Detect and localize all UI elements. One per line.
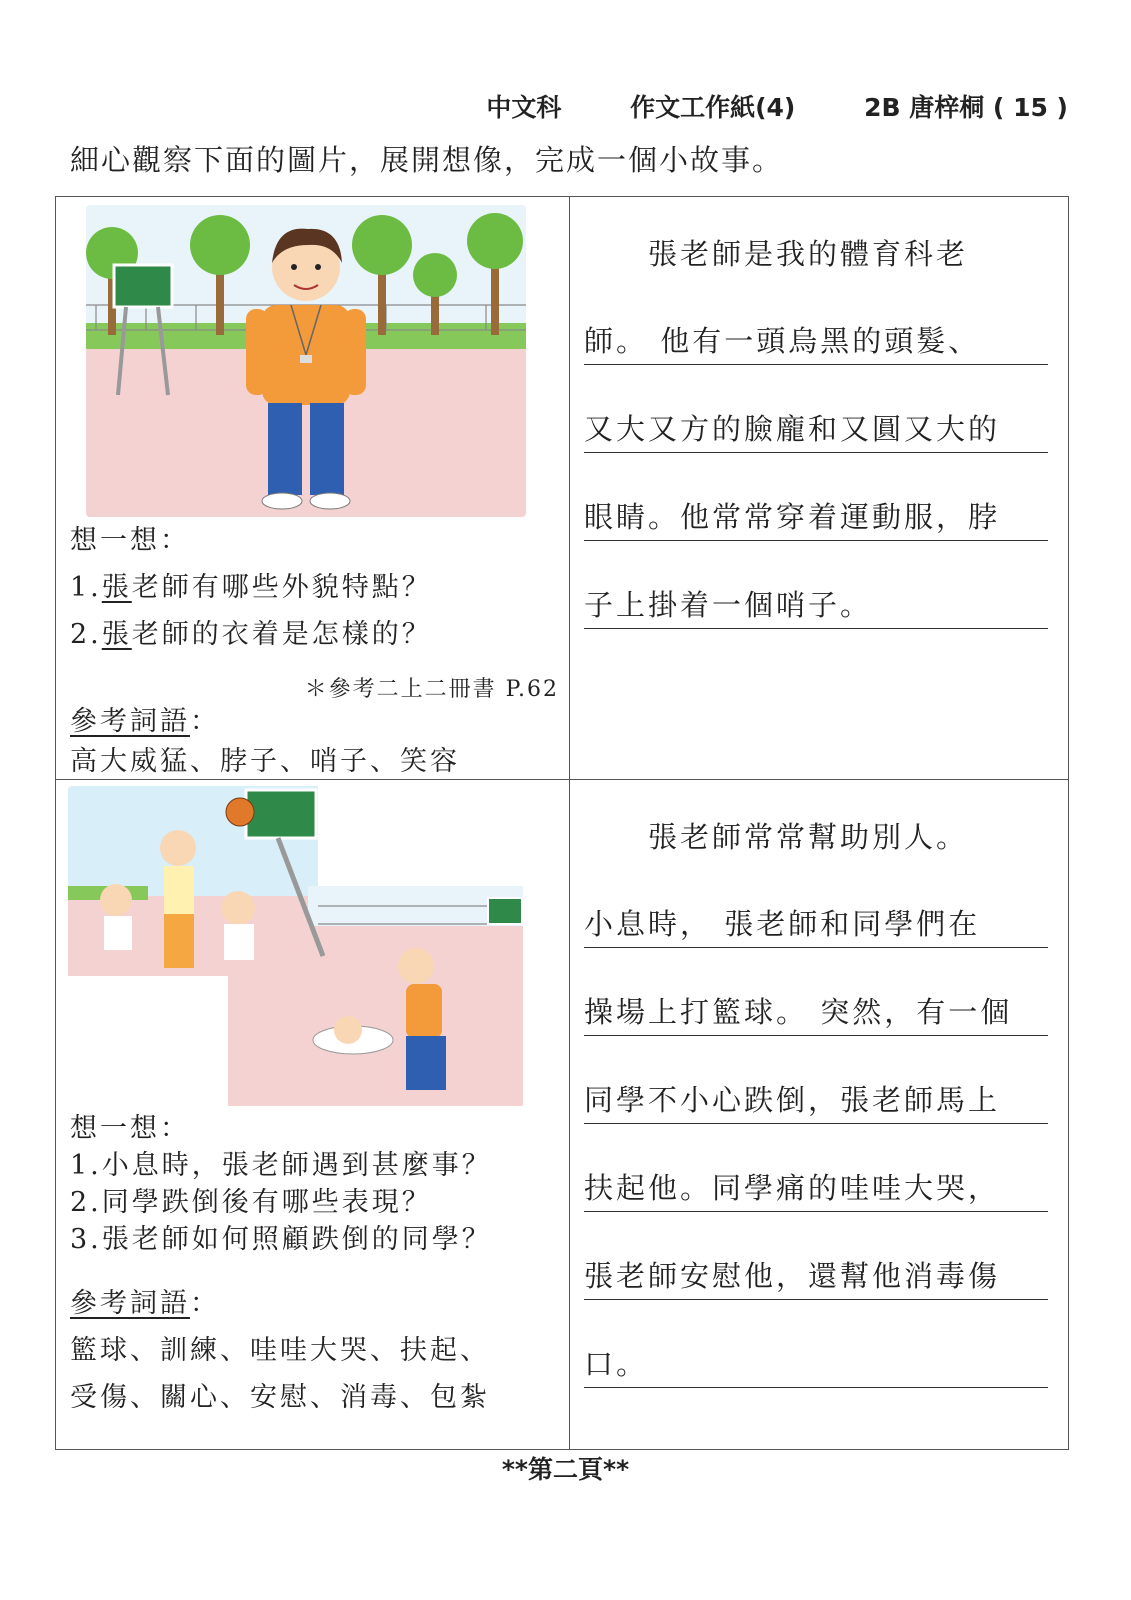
instruction-text: 細心觀察下面的圖片，展開想像，完成一個小故事。 xyxy=(70,143,784,177)
answer-line: 眼睛。他常常穿着運動服，脖 xyxy=(584,461,1048,549)
answer-line: 子上掛着一個哨子。 xyxy=(584,549,1048,637)
section1-answer-cell xyxy=(570,197,1069,780)
answer-line: 操場上打籃球。 突然，有一個 xyxy=(584,956,1048,1044)
worksheet-title: 作文工作紙(4) xyxy=(630,93,796,122)
vocab-title: 參考詞語 xyxy=(70,1288,190,1319)
worksheet-table xyxy=(55,196,1069,1450)
question-2 xyxy=(70,611,432,658)
answer-line: 同學不小心跌倒，張老師馬上 xyxy=(584,1044,1048,1132)
page-footer: **第二頁** xyxy=(501,1455,630,1484)
worksheet-header xyxy=(0,88,1068,124)
vocab-colon: ： xyxy=(190,1288,220,1319)
question-text: 老師的衣着是怎樣的？ xyxy=(131,619,432,650)
answer-line: 張老師是我的體育科老 xyxy=(584,237,969,271)
question-number: 2. xyxy=(70,619,102,650)
question-2: 2.同學跌倒後有哪些表現？ xyxy=(70,1187,432,1218)
student-info: 2B 唐梓桐 ( 15 ) xyxy=(864,93,1068,122)
question-text: 老師有哪些外貌特點？ xyxy=(131,572,432,603)
think-title: 想一想： xyxy=(70,1113,190,1144)
section2-prompt-cell xyxy=(56,780,570,1450)
section1-vocab xyxy=(70,702,460,782)
answer-line: 口。 xyxy=(584,1308,1048,1396)
think-title: 想一想： xyxy=(70,525,190,556)
section1-prompt-cell xyxy=(56,197,570,780)
question-1: 1.小息時，張老師遇到甚麼事？ xyxy=(70,1150,492,1181)
vocab-list: 高大威猛、脖子、哨子、笑容 xyxy=(70,746,460,777)
section1-questions xyxy=(70,517,432,658)
section2-vocab xyxy=(70,1280,490,1421)
question-number: 1. xyxy=(70,572,102,603)
basketball-illustration xyxy=(68,786,523,1108)
textbook-reference: ＊參考二上二冊書 P.62 xyxy=(304,677,559,702)
answer-line: 又大又方的臉龐和又圓又大的 xyxy=(584,373,1048,461)
answer-line: 扶起他。同學痛的哇哇大哭， xyxy=(584,1132,1048,1220)
proper-name: 張 xyxy=(101,619,132,650)
section2-answer-lines xyxy=(584,780,1048,1396)
section2-answer-cell xyxy=(570,780,1069,1450)
question-3: 3.張老師如何照顧跌倒的同學？ xyxy=(70,1224,492,1255)
vocab-title: 參考詞語 xyxy=(70,706,190,737)
answer-line: 師。 他有一頭烏黑的頭髮、 xyxy=(584,285,1048,373)
subject-label: 中文科 xyxy=(486,93,562,122)
answer-line: 小息時， 張老師和同學們在 xyxy=(584,868,1048,956)
vocab-colon: ： xyxy=(190,706,220,737)
answer-line: 張老師常常幫助別人。 xyxy=(584,820,969,854)
teacher-illustration xyxy=(86,205,526,517)
answer-line: 張老師安慰他，還幫他消毒傷 xyxy=(584,1220,1048,1308)
vocab-line-2: 受傷、關心、安慰、消毒、包紮 xyxy=(70,1382,490,1413)
question-1 xyxy=(70,564,432,611)
vocab-line-1: 籃球、訓練、哇哇大哭、扶起、 xyxy=(70,1335,490,1366)
section1-answer-lines xyxy=(584,197,1048,637)
proper-name: 張 xyxy=(101,572,132,603)
section2-questions xyxy=(70,1110,492,1258)
